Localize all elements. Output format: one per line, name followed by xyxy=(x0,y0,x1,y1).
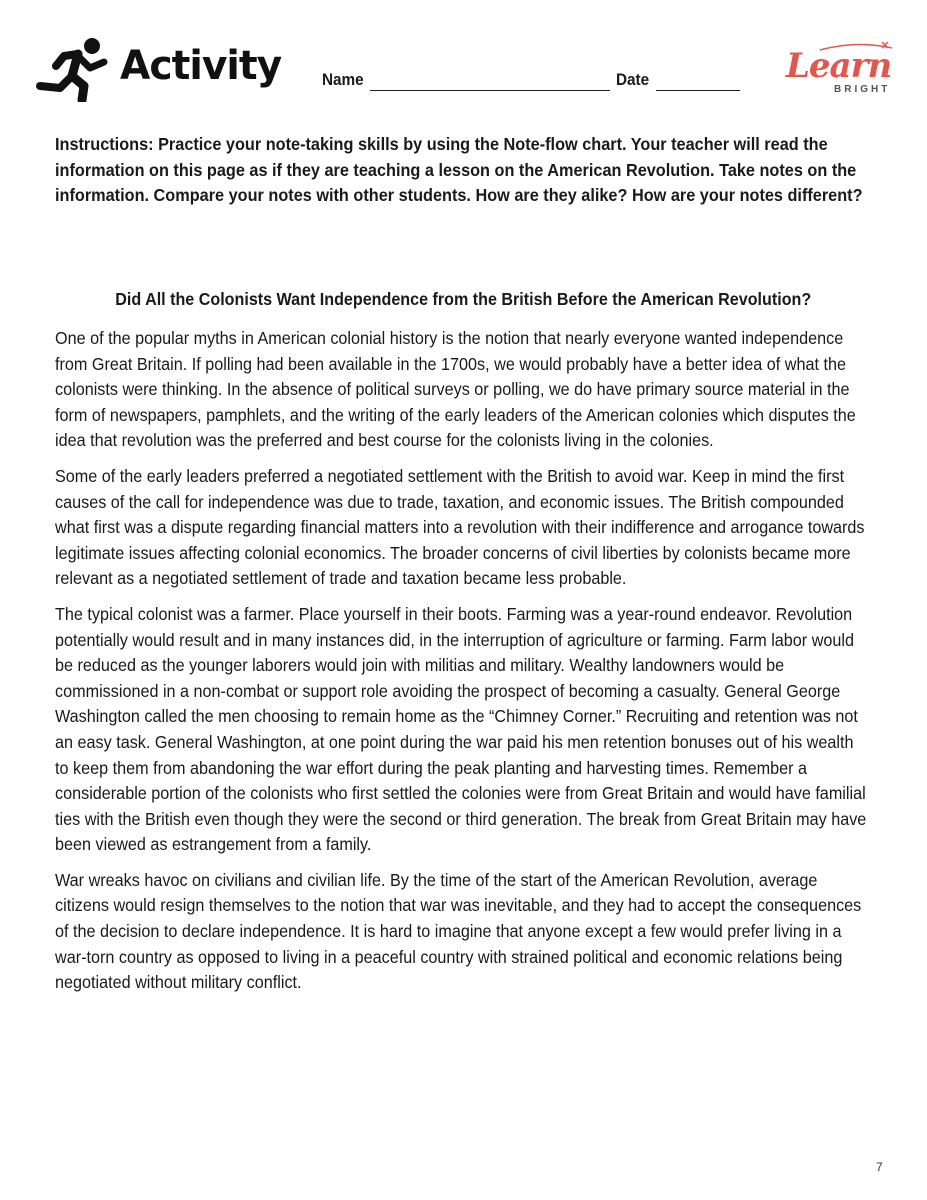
activity-title: Activity xyxy=(120,43,282,89)
date-label: Date xyxy=(616,70,650,89)
article-body xyxy=(55,326,869,1006)
name-label: Name xyxy=(322,70,364,89)
article-heading-text: Did All the Colonists Want Independence from the British Before the American Revolution? xyxy=(115,289,812,309)
paragraph: The typical colonist was a farmer. Place yourself in their boots. Farming was a year-round endeavor. Revolution potentially would result and in many instances did, in the interruption of agriculture or farming. Farm labor would be reduced as the younger laborers would join with militias and military. Wealthy landowners would be commissioned in a non-combat or support role avoiding the prospect of becoming a casualty. General George Washington called the men choosing to remain home as the “Chimney Corner.” Recruiting and retention was not an easy task. General Washington, at one point during the war paid his men retention bonuses out of his wealth to keep them from abandoning the war effort during the peak planting and harvesting times. Remember a considerable portion of the colonists who first settled the colonies were from Great Britain and would have familial ties with the British even though they were the second or third generation. The break from Great Britain may have been viewed as estrangement from a family. xyxy=(55,603,867,855)
logo-subtitle: BRIGHT xyxy=(834,84,891,95)
logo-wordmark: Learn xyxy=(786,46,892,86)
running-person-icon xyxy=(34,36,110,102)
page-number: 7 xyxy=(876,1160,883,1174)
learn-bright-logo xyxy=(786,42,898,102)
paragraph: One of the popular myths in American colonial history is the notion that nearly everyone wanted independence from Great Britain. If polling had been available in the 1700s, we would probably have a better idea of what the colonists were thinking. In the absence of political surveys or polling, we do have primary source material in the form of newspapers, pamphlets, and the writing of the early leaders of the American colonies which disputes the idea that revolution was the preferred and best course for the colonists living in the colonies. xyxy=(55,328,856,451)
page-header xyxy=(0,0,927,115)
date-input-line[interactable] xyxy=(656,90,740,91)
article-heading xyxy=(0,286,927,312)
instructions-text: Instructions: Practice your note-taking skills by using the Note-flow chart. Your teacher will read the information on this page as if they are teaching a lesson on the American Revolution. Take notes on the information. Compare your notes with other students. How are they alike? How are your notes different? xyxy=(55,134,863,205)
paragraph: Some of the early leaders preferred a negotiated settlement with the British to avoid war. Keep in mind the first causes of the call for independence was due to trade, taxation, and economic issues. The British compounded what first was a dispute regarding financial matters into a revolution with their indifference and arrogance towards legitimate issues affecting colonial economics. The broader concerns of civil liberties by colonists became more relevant as a negotiated settlement of trade and taxation became less probable. xyxy=(55,465,865,589)
name-input-line[interactable] xyxy=(370,90,610,91)
paragraph: War wreaks havoc on civilians and civilian life. By the time of the start of the American Revolution, average citizens would resign themselves to the notion that war was inevitable, and they had to accept the consequences of the decision to declare independence. It is hard to imagine that anyone except a few would prefer living in a war-torn country as opposed to living in a peaceful country with strained political and economic relations being negotiated without military conflict. xyxy=(55,869,862,993)
